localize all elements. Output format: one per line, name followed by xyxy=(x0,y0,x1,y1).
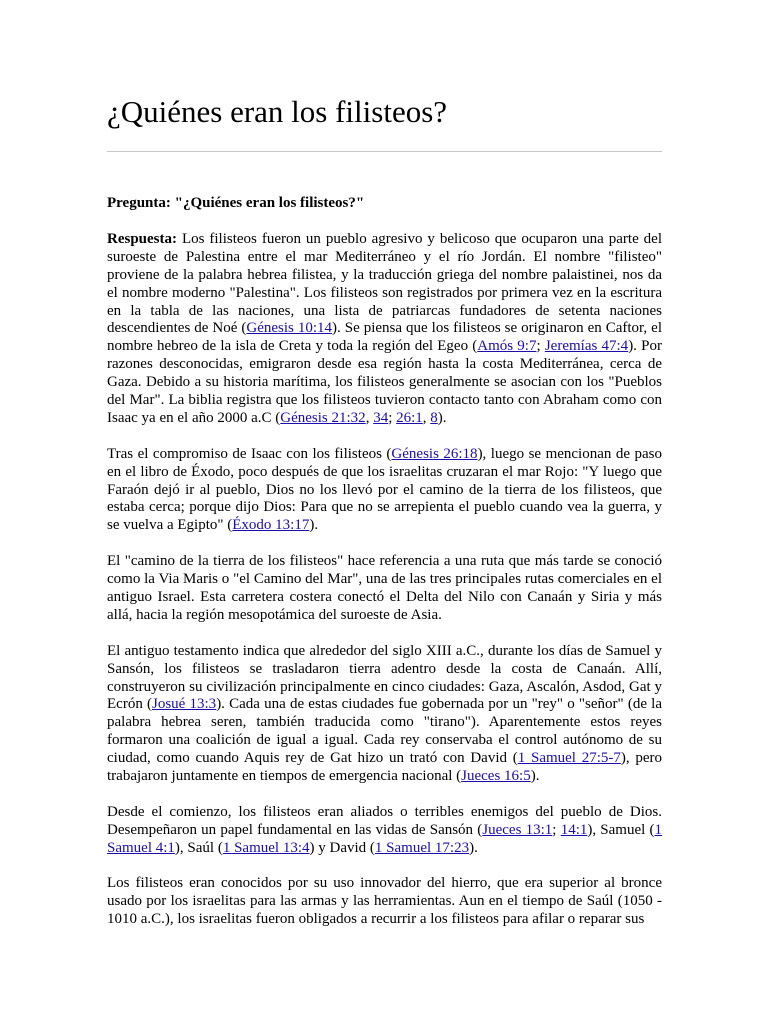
answer-label: Respuesta: xyxy=(107,230,177,247)
text-span: ), Samuel ( xyxy=(587,821,655,838)
text-span: ; xyxy=(388,409,397,426)
link-genesis-26-8[interactable]: 8 xyxy=(430,409,438,426)
link-genesis-26-18[interactable]: Génesis 26:18 xyxy=(391,445,478,462)
text-span: ) y David ( xyxy=(309,839,375,856)
link-jeremias-47-4[interactable]: Jeremías 47:4 xyxy=(544,338,629,355)
link-genesis-26-1[interactable]: 26:1 xyxy=(396,409,423,426)
link-1-samuel-13-4[interactable]: 1 Samuel 13:4 xyxy=(222,839,310,856)
text-span: ; xyxy=(552,821,561,838)
link-1-samuel-27-5-7[interactable]: 1 Samuel 27:5-7 xyxy=(517,750,621,767)
question-paragraph: Pregunta: "¿Quiénes eran los filisteos?" xyxy=(107,195,365,211)
answer-paragraph-1 xyxy=(107,231,662,428)
link-amos-9-7[interactable]: Amós 9:7 xyxy=(477,338,537,355)
text-span: ). xyxy=(309,517,319,534)
text-span: Desde el comienzo, los filisteos eran aliados o terribles enemigos del pueblo de Dios. Desempeñaron un papel fundamental en las vidas de Sansón ( xyxy=(107,803,662,838)
answer-paragraph-6 xyxy=(107,875,662,929)
text-span: ). Se piensa que los filisteos se originaron en Caftor, el nombre hebreo de la isla de Creta y toda la región del Egeo ( xyxy=(107,320,662,355)
text-span: ; xyxy=(536,338,545,355)
text-span: El "camino de la tierra de los filisteos" hace referencia a una ruta que más tarde se conoció como la Via Maris o "el Camino del Mar", una de las tres principales rutas comerciales en el antiguo Israel. Esta carretera costera conectó el Delta del Nilo con Canaán y Siria y más allá, hacia la región mesopotámica del suroeste de Asia. xyxy=(107,553,662,623)
text-span: ). Cada una de estas ciudades fue gobernada por un "rey" o "señor" (de la palabra hebrea seren, también traducida como "tirano"). Aparentemente estos reyes formaron una coalición de igual a igual. Cada rey conservaba el control autónomo de su ciudad, como cuando Aquis rey de Gat hizo un trató con David ( xyxy=(107,696,663,767)
link-josue-13-3[interactable]: Josué 13:3 xyxy=(152,696,217,713)
text-span: Los filisteos fueron un pueblo agresivo y belicoso que ocuparon una parte del suroeste de Palestina entre el mar Mediterráneo y el río Jordán. El nombre "filisteo" proviene de la palabra hebrea filistea, y la traducción griega del nombre palaistinei, nos da el nombre moderno "Palestina". Los filisteos son registrados por primera vez en la escritura en la tabla de las naciones, una lista de patriarcas fundadores de setenta naciones descendientes de Noé ( xyxy=(107,230,662,337)
text-span: Los filisteos eran conocidos por su uso innovador del hierro, que era superior al bronce usado por los israelitas para las armas y las herramientas. Aun en el tiempo de Saúl (1050 - 1010 a.C.), los israelitas fueron obligados a recurrir a los filisteos para afilar o reparar sus xyxy=(107,875,662,928)
answer-paragraph-3 xyxy=(107,553,662,625)
answer-paragraph-4 xyxy=(107,643,662,786)
link-jueces-14-1[interactable]: 14:1 xyxy=(560,821,588,838)
link-jueces-16-5[interactable]: Jueces 16:5 xyxy=(461,768,531,785)
link-exodo-13-17[interactable]: Éxodo 13:17 xyxy=(232,517,310,534)
text-span: ), Saúl ( xyxy=(174,839,223,856)
text-span: ). xyxy=(437,409,447,426)
article-body xyxy=(107,195,662,947)
answer-paragraph-2 xyxy=(107,446,662,536)
link-genesis-21-32[interactable]: Génesis 21:32 xyxy=(280,409,366,426)
page-title: ¿Quiénes eran los filisteos? xyxy=(107,94,448,129)
text-span: ). Por razones desconocidas, emigraron desde esa región hasta la costa Mediterránea, cerca de Gaza. Debido a su historia marítima, los filisteos generalmente se asocian con los "Pueblos del Mar". La biblia registra que los filisteos tuvieron contacto tanto con Abraham como con Isaac ya en el año 2000 a.C ( xyxy=(107,338,662,426)
link-genesis-10-14[interactable]: Génesis 10:14 xyxy=(246,320,333,337)
text-span: El antiguo testamento indica que alrededor del siglo XIII a.C., durante los días de Samuel y Sansón, los filisteos se trasladaron tierra adentro desde la costa de Canaán. Allí, construyeron su civilización principalmente en cinco ciudades: Gaza, Ascalón, Asdod, Gat y Ecrón ( xyxy=(107,642,662,713)
link-jueces-13-1[interactable]: Jueces 13:1 xyxy=(482,821,553,838)
title-divider xyxy=(107,151,662,152)
text-span: Tras el compromiso de Isaac con los filisteos ( xyxy=(107,445,392,462)
text-span: , xyxy=(422,409,431,426)
link-1-samuel-4-1[interactable]: 1 Samuel 4:1 xyxy=(107,821,663,856)
text-span: ), luego se mencionan de paso en el libro de Éxodo, poco después de que los israelitas cruzaran el mar Rojo: "Y luego que Faraón dejó ir al pueblo, Dios no los llevó por el camino de la tierra de los filisteos, que estaba cerca; porque dijo Dios: Para que no se arrepienta el pueblo cuando vea la guerra, y se vuelva a Egipto" ( xyxy=(107,445,662,534)
link-1-samuel-17-23[interactable]: 1 Samuel 17:23 xyxy=(374,839,470,856)
link-genesis-21-34[interactable]: 34 xyxy=(373,409,389,426)
text-span: , xyxy=(365,409,374,426)
text-span: ), pero trabajaron juntamente en tiempos de emergencia nacional ( xyxy=(107,750,663,785)
text-span: ). xyxy=(530,768,540,785)
answer-paragraph-5 xyxy=(107,804,662,858)
text-span: ). xyxy=(469,839,478,856)
